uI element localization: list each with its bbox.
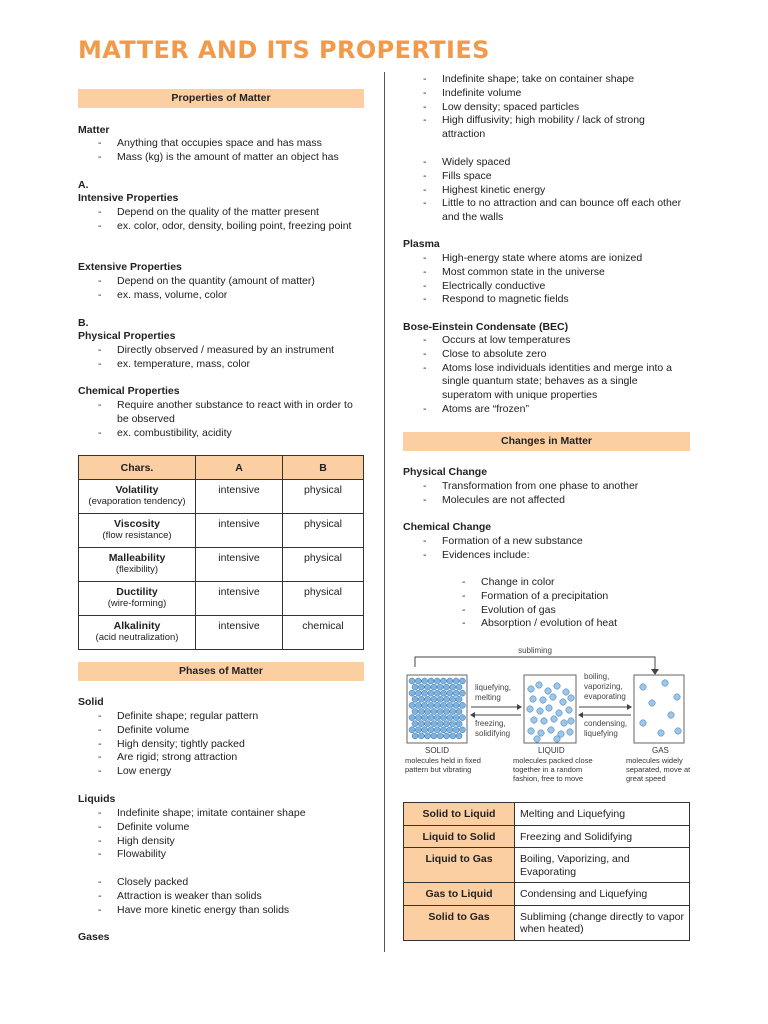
list-item: - Definite volume (78, 724, 364, 738)
gas-molecules (640, 680, 681, 736)
molecule-dot (444, 721, 450, 727)
molecule-dot (425, 684, 431, 690)
gas-caption-2: separated, move at (626, 765, 690, 774)
subliming-label: subliming (518, 646, 552, 655)
molecule-dot (422, 727, 428, 733)
solid-heading: Solid (78, 696, 104, 708)
table-row (404, 905, 690, 940)
freezing-label-2: solidifying (475, 729, 511, 738)
char-name: Volatility (115, 484, 159, 496)
molecule-dot (409, 727, 415, 733)
transition-cell: Liquid to Solid (404, 825, 515, 848)
molecule-dot (441, 727, 447, 733)
molecule-dot (674, 694, 680, 700)
char-cell (79, 616, 196, 650)
molecule-dot (418, 696, 424, 702)
molecule-dot (545, 688, 551, 694)
list-item: - Occurs at low temperatures (403, 334, 690, 348)
molecule-dot (412, 684, 418, 690)
molecule-dot (662, 680, 668, 686)
arrowhead-icon (627, 704, 632, 710)
condensing-label: condensing, (584, 719, 628, 728)
liquid-caption-3: fashion, free to move (513, 774, 584, 783)
molecule-dot (444, 709, 450, 715)
table-row (404, 883, 690, 906)
molecule-dot (447, 702, 453, 708)
section-b-label: B. (78, 317, 89, 329)
molecule-dot (412, 696, 418, 702)
chemical-change-heading: Chemical Change (403, 521, 492, 533)
gas-caption: molecules widely (626, 756, 683, 765)
molecule-dot (453, 715, 459, 721)
molecule-dot (437, 696, 443, 702)
molecule-dot (434, 727, 440, 733)
list-item: - ex. mass, volume, color (78, 289, 364, 303)
gases-list (403, 73, 690, 142)
liquid-caption-title: LIQUID (538, 746, 565, 755)
molecule-dot (675, 728, 681, 734)
list-item: - Indefinite volume (403, 87, 690, 101)
molecule-dot (434, 690, 440, 696)
list-item: - Anything that occupies space and has mass (78, 137, 364, 151)
molecule-dot (450, 684, 456, 690)
molecule-dot (563, 689, 569, 695)
molecule-dot (409, 690, 415, 696)
chemical-properties-heading: Chemical Properties (78, 385, 180, 397)
char-desc: (flexibility) (115, 564, 159, 575)
molecule-dot (528, 686, 534, 692)
molecule-dot (418, 684, 424, 690)
list-item: - Molecules are not affected (403, 494, 690, 508)
molecule-dot (450, 696, 456, 702)
molecule-dot (441, 702, 447, 708)
molecule-dot (534, 736, 540, 742)
molecule-dot (422, 690, 428, 696)
list-item: - Respond to magnetic fields (403, 293, 690, 307)
molecule-dot (567, 729, 573, 735)
molecule-dot (456, 684, 462, 690)
list-item: - Evolution of gas (403, 604, 690, 618)
chemical-properties-list (78, 399, 364, 440)
char-cell (79, 514, 196, 548)
molecule-dot (640, 720, 646, 726)
b-cell: physical (283, 548, 364, 582)
table-row (79, 548, 364, 582)
transition-cell: Gas to Liquid (404, 883, 515, 906)
matter-list (78, 137, 364, 165)
changes-banner: Changes in Matter (403, 432, 690, 451)
process-cell: Condensing and Liquefying (515, 883, 690, 906)
list-item: - Absorption / evolution of heat (403, 617, 690, 631)
boiling-label-3: evaporating (584, 692, 626, 701)
molecule-dot (459, 727, 465, 733)
plasma-heading: Plasma (403, 238, 440, 250)
list-item: - Definite shape; regular pattern (78, 710, 364, 724)
molecule-dot (459, 715, 465, 721)
molecule-dot (444, 684, 450, 690)
gas-caption-3: great speed (626, 774, 666, 783)
list-item: - ex. color, odor, density, boiling point, freezing point (78, 220, 364, 234)
physical-properties-heading: Physical Properties (78, 330, 176, 342)
list-item: - Directly observed / measured by an instrument (78, 344, 364, 358)
molecule-dot (568, 695, 574, 701)
molecule-dot (556, 710, 562, 716)
molecule-dot (425, 733, 431, 739)
list-item: - Depend on the quality of the matter present (78, 206, 364, 220)
list-item: - Widely spaced (403, 156, 690, 170)
molecule-dot (422, 678, 428, 684)
char-desc: (flow resistance) (102, 530, 172, 541)
molecule-dot (415, 690, 421, 696)
page-title: MATTER AND ITS PROPERTIES (78, 36, 490, 64)
char-cell (79, 548, 196, 582)
molecule-dot (412, 709, 418, 715)
b-cell: physical (283, 582, 364, 616)
molecule-dot (453, 727, 459, 733)
molecule-dot (412, 733, 418, 739)
column-header: Chars. (79, 456, 196, 480)
molecule-dot (425, 709, 431, 715)
molecule-dot (437, 721, 443, 727)
molecule-dot (444, 733, 450, 739)
a-cell: intensive (196, 548, 283, 582)
molecule-dot (409, 702, 415, 708)
molecule-dot (431, 733, 437, 739)
intensive-list (78, 206, 364, 234)
molecule-dot (431, 721, 437, 727)
gas-caption-title: GAS (652, 746, 669, 755)
solid-caption-title: SOLID (425, 746, 450, 755)
molecule-dot (447, 690, 453, 696)
physical-properties-list (78, 344, 364, 372)
phases-banner: Phases of Matter (78, 662, 364, 681)
arrowhead-icon (578, 712, 583, 718)
process-cell: Subliming (change directly to vapor when heated) (515, 905, 690, 940)
list-item: - Closely packed (78, 876, 364, 890)
list-item: - Low density; spaced particles (403, 101, 690, 115)
list-item: - Flowability (78, 848, 364, 862)
list-item: - Atoms lose individuals identities and merge into a single quantum state; behaves as a single superatom with unique properties (403, 362, 690, 403)
list-item: - Require another substance to react with in order to be observed (78, 399, 364, 427)
molecule-dot (649, 700, 655, 706)
solid-caption: molecules held in fixed (405, 756, 481, 765)
a-cell: intensive (196, 616, 283, 650)
molecule-dot (437, 733, 443, 739)
char-cell (79, 582, 196, 616)
molecule-dot (453, 702, 459, 708)
melting-label-2: melting (475, 693, 501, 702)
list-item: - Change in color (403, 576, 690, 590)
char-name: Alkalinity (113, 620, 161, 632)
list-item: - Atoms are “frozen” (403, 403, 690, 417)
molecule-dot (428, 690, 434, 696)
molecule-dot (548, 727, 554, 733)
arrowhead-icon (517, 704, 522, 710)
char-desc: (evaporation tendency) (88, 496, 186, 507)
molecule-dot (434, 678, 440, 684)
process-cell: Melting and Liquefying (515, 803, 690, 826)
list-item: - Fills space (403, 170, 690, 184)
molecule-dot (450, 733, 456, 739)
liquids-list (78, 807, 364, 862)
molecule-dot (434, 715, 440, 721)
phase-change-table (403, 802, 690, 941)
properties-banner: Properties of Matter (78, 89, 364, 108)
molecule-dot (415, 727, 421, 733)
physical-change-list (403, 480, 690, 508)
list-item: - Low energy (78, 765, 364, 779)
list-item: - Evidences include: (403, 549, 690, 563)
molecule-dot (447, 715, 453, 721)
molecule-dot (568, 718, 574, 724)
molecule-dot (561, 720, 567, 726)
molecule-dot (459, 678, 465, 684)
liquids-heading: Liquids (78, 793, 116, 805)
physical-change-heading: Physical Change (403, 466, 488, 478)
molecule-dot (409, 678, 415, 684)
molecule-dot (412, 721, 418, 727)
molecule-dot (554, 736, 560, 742)
table-row (404, 803, 690, 826)
char-name: Malleability (108, 552, 166, 564)
molecule-dot (459, 690, 465, 696)
list-item: - ex. combustibility, acidity (78, 427, 364, 441)
molecule-dot (560, 699, 566, 705)
molecule-dot (415, 715, 421, 721)
list-item: - Transformation from one phase to another (403, 480, 690, 494)
list-item: - High density (78, 835, 364, 849)
list-item: - Mass (kg) is the amount of matter an object has (78, 151, 364, 165)
molecule-dot (456, 696, 462, 702)
section-a-label: A. (78, 179, 89, 191)
molecule-dot (431, 709, 437, 715)
matter-heading: Matter (78, 124, 110, 136)
molecule-dot (541, 718, 547, 724)
liquid-caption-2: together in a random (513, 765, 583, 774)
table-row (404, 848, 690, 883)
table-row (79, 582, 364, 616)
plasma-list (403, 252, 690, 307)
molecule-dot (437, 709, 443, 715)
bec-heading: Bose-Einstein Condensate (BEC) (403, 321, 569, 333)
molecule-dot (640, 684, 646, 690)
list-item: - ex. temperature, mass, color (78, 358, 364, 372)
b-cell: physical (283, 514, 364, 548)
molecule-dot (418, 709, 424, 715)
list-item: - Most common state in the universe (403, 266, 690, 280)
intensive-heading: Intensive Properties (78, 192, 179, 204)
molecule-dot (658, 730, 664, 736)
molecule-dot (554, 683, 560, 689)
molecule-dot (531, 717, 537, 723)
liquid-molecules (527, 682, 574, 742)
molecule-dot (415, 702, 421, 708)
table-row (79, 480, 364, 514)
molecule-dot (551, 716, 557, 722)
molecule-dot (425, 696, 431, 702)
solid-molecules (409, 678, 465, 739)
list-item: - Attraction is weaker than solids (78, 890, 364, 904)
molecule-dot (540, 697, 546, 703)
condensing-label-2: liquefying (584, 729, 618, 738)
molecule-dot (409, 715, 415, 721)
table-row (79, 616, 364, 650)
bec-list (403, 334, 690, 417)
transition-cell: Solid to Gas (404, 905, 515, 940)
boiling-label: boiling, (584, 672, 610, 681)
list-item: - Electrically conductive (403, 280, 690, 294)
solid-caption-2: pattern but vibrating (405, 765, 472, 774)
list-item: - Little to no attraction and can bounce off each other and the walls (403, 197, 690, 225)
molecule-dot (428, 727, 434, 733)
freezing-label: freezing, (475, 719, 506, 728)
liquids-list-2 (78, 876, 364, 917)
molecule-dot (528, 728, 534, 734)
molecule-dot (422, 702, 428, 708)
gases-list-2 (403, 156, 690, 225)
molecule-dot (537, 708, 543, 714)
molecule-dot (418, 733, 424, 739)
b-cell: physical (283, 480, 364, 514)
molecule-dot (428, 715, 434, 721)
list-item: - High density; tightly packed (78, 738, 364, 752)
phase-change-diagram (403, 645, 690, 790)
molecule-dot (431, 684, 437, 690)
molecule-dot (456, 709, 462, 715)
a-cell: intensive (196, 480, 283, 514)
extensive-list (78, 275, 364, 303)
boiling-label-2: vaporizing, (584, 682, 623, 691)
list-item: - High-energy state where atoms are ionized (403, 252, 690, 266)
table-header-row (79, 456, 364, 480)
molecule-dot (418, 721, 424, 727)
molecule-dot (434, 702, 440, 708)
char-cell (79, 480, 196, 514)
molecule-dot (566, 707, 572, 713)
molecule-dot (453, 690, 459, 696)
list-item: - Have more kinetic energy than solids (78, 904, 364, 918)
process-cell: Boiling, Vaporizing, and Evaporating (515, 848, 690, 883)
char-desc: (wire-forming) (107, 598, 167, 609)
a-cell: intensive (196, 514, 283, 548)
molecule-dot (546, 705, 552, 711)
list-item: - Highest kinetic energy (403, 184, 690, 198)
list-item: - Formation of a new substance (403, 535, 690, 549)
transition-cell: Solid to Liquid (404, 803, 515, 826)
molecule-dot (422, 715, 428, 721)
evidences-list (403, 576, 690, 631)
column-divider (384, 72, 385, 952)
a-cell: intensive (196, 582, 283, 616)
molecule-dot (437, 684, 443, 690)
molecule-dot (450, 709, 456, 715)
subliming-arrow (415, 657, 655, 671)
molecule-dot (431, 696, 437, 702)
chemical-change-list (403, 535, 690, 563)
molecule-dot (444, 696, 450, 702)
solid-list (78, 710, 364, 779)
list-item: - Close to absolute zero (403, 348, 690, 362)
process-cell: Freezing and Solidifying (515, 825, 690, 848)
molecule-dot (428, 702, 434, 708)
molecule-dot (536, 682, 542, 688)
molecule-dot (456, 721, 462, 727)
char-name: Viscosity (114, 518, 160, 530)
list-item: - Indefinite shape; take on container shape (403, 73, 690, 87)
arrowhead-icon (470, 712, 475, 718)
liquid-caption: molecules packed close (513, 756, 593, 765)
molecule-dot (428, 678, 434, 684)
characteristics-table (78, 455, 364, 650)
list-item: - Indefinite shape; imitate container shape (78, 807, 364, 821)
molecule-dot (527, 706, 533, 712)
molecule-dot (668, 712, 674, 718)
molecule-dot (447, 727, 453, 733)
char-desc: (acid neutralization) (95, 632, 179, 643)
gases-heading: Gases (78, 931, 110, 943)
column-header: A (196, 456, 283, 480)
column-header: B (283, 456, 364, 480)
table-row (79, 514, 364, 548)
table-row (404, 825, 690, 848)
list-item: - High diffusivity; high mobility / lack of strong attraction (403, 114, 690, 142)
list-item: - Are rigid; strong attraction (78, 751, 364, 765)
molecule-dot (441, 715, 447, 721)
list-item: - Depend on the quantity (amount of matter) (78, 275, 364, 289)
b-cell: chemical (283, 616, 364, 650)
molecule-dot (441, 678, 447, 684)
list-item: - Definite volume (78, 821, 364, 835)
extensive-heading: Extensive Properties (78, 261, 182, 273)
molecule-dot (456, 733, 462, 739)
molecule-dot (538, 730, 544, 736)
transition-cell: Liquid to Gas (404, 848, 515, 883)
melting-label: liquefying, (475, 683, 512, 692)
list-item: - Formation of a precipitation (403, 590, 690, 604)
molecule-dot (530, 696, 536, 702)
molecule-dot (425, 721, 431, 727)
arrowhead-icon (651, 669, 659, 675)
molecule-dot (441, 690, 447, 696)
molecule-dot (447, 678, 453, 684)
molecule-dot (550, 694, 556, 700)
molecule-dot (453, 678, 459, 684)
char-name: Ductility (116, 586, 158, 598)
molecule-dot (415, 678, 421, 684)
molecule-dot (459, 702, 465, 708)
molecule-dot (450, 721, 456, 727)
